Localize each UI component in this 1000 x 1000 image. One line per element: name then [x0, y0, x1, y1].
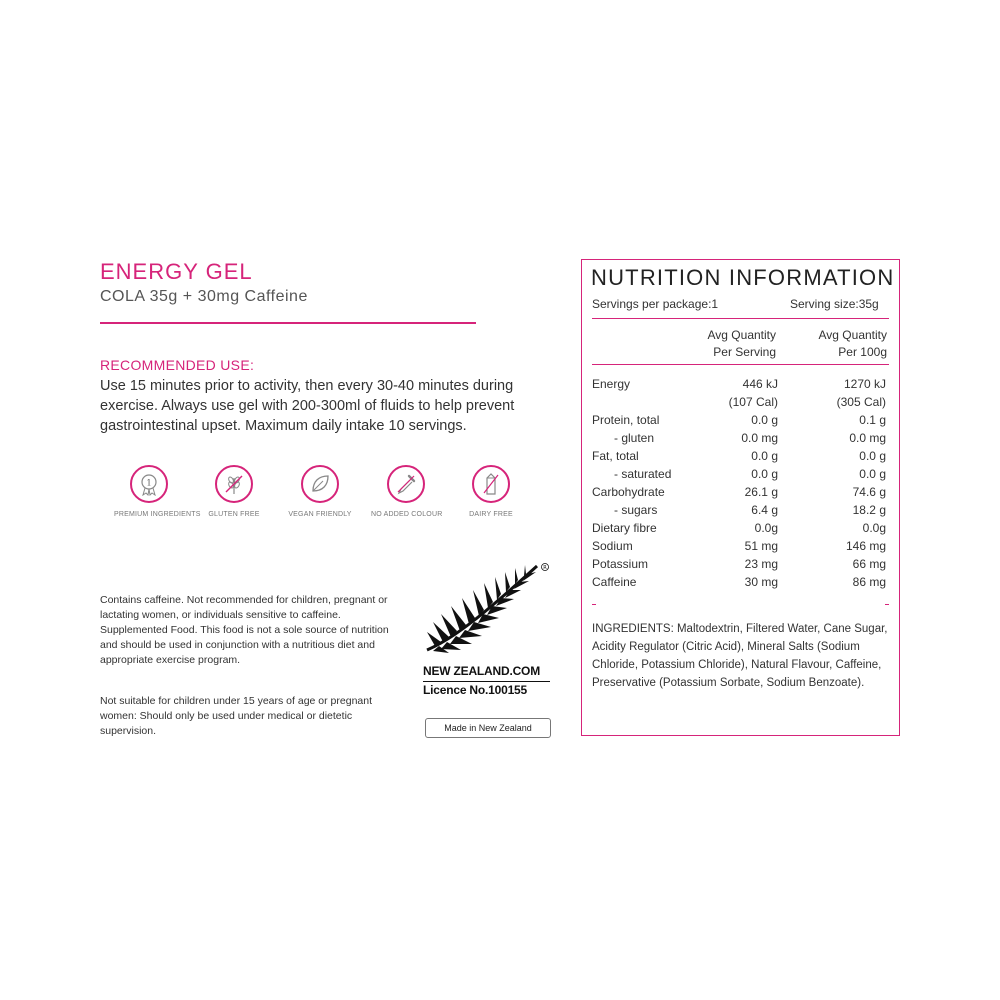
nz-url: NEW ZEALAND.COM [423, 664, 540, 678]
per-100g-value: 0.0 g [859, 467, 886, 481]
nutrient-row [592, 521, 888, 539]
nutrient-label: Potassium [592, 557, 649, 571]
nutrient-row [592, 377, 888, 395]
column-header-divider [592, 364, 889, 365]
badge-label: GLUTEN FREE [208, 511, 260, 518]
per-serving-value: 0.0 mg [741, 431, 778, 445]
medal-icon [130, 465, 168, 503]
nz-fern-logo [425, 558, 555, 663]
col-per-100g-header [790, 327, 887, 361]
caffeine-warning: Contains caffeine. Not recommended for children, pregnant or lactating women, or individuals sensitive to caffeine. Supplemented Food. This food is not a sole source of nutrition and should be used in conjunction with a nutritious diet and appropriate exercise program. [100, 594, 389, 666]
badge-vegan-friendly [285, 465, 355, 518]
made-in-badge: Made in New Zealand [425, 718, 551, 738]
svg-text:R: R [543, 565, 547, 571]
nutrient-row [592, 557, 888, 575]
per-serving-value: (107 Cal) [728, 395, 778, 409]
badge-no-added-colour [371, 465, 441, 518]
per-serving-value: 51 mg [744, 539, 778, 553]
nutrient-row [592, 467, 888, 485]
per-100g-value: 86 mg [852, 575, 886, 589]
badge-label: NO ADDED COLOUR [371, 511, 443, 518]
svg-text:1: 1 [146, 478, 152, 488]
nutrient-row [592, 539, 888, 557]
nutrient-label: Carbohydrate [592, 485, 665, 499]
servings-per-package: Servings per package:1 [592, 297, 719, 311]
serving-size: Serving size:35g [790, 297, 879, 311]
nutrient-label: Energy [592, 377, 631, 391]
table-end-mark [592, 604, 596, 605]
col-header-line: Avg Quantity [707, 328, 776, 342]
per-serving-value: 26.1 g [744, 485, 778, 499]
nutrient-row [592, 431, 888, 449]
header-divider [592, 318, 889, 319]
per-serving-value: 0.0 g [751, 449, 778, 463]
col-header-line: Per Serving [713, 345, 776, 359]
per-serving-value: 0.0g [754, 521, 778, 535]
dropper-icon [387, 465, 425, 503]
ingredients-text: INGREDIENTS: Maltodextrin, Filtered Water, Cane Sugar, Acidity Regulator (Citric Acid), Mineral Salts (Sodium Chloride, Potassium Chloride), Natural Flavour, Caffeine, Preservative (Potassium Sorbate, Sodium Benzoate). [592, 623, 888, 689]
per-serving-value: 446 kJ [742, 377, 778, 391]
col-per-serving-header [680, 327, 776, 361]
per-100g-value: 0.1 g [859, 413, 886, 427]
recommended-use-heading: RECOMMENDED USE: [100, 357, 255, 373]
licence-number: Licence No.100155 [423, 683, 527, 697]
nutrient-row [592, 575, 888, 593]
nz-divider [423, 681, 550, 682]
per-100g-value: 1270 kJ [843, 377, 886, 391]
nutrient-label: Sodium [592, 539, 633, 553]
per-serving-value: 30 mg [744, 575, 778, 589]
per-100g-value: 0.0g [862, 521, 886, 535]
per-100g-value: 66 mg [852, 557, 886, 571]
per-100g-value: 18.2 g [852, 503, 886, 517]
per-100g-value: (305 Cal) [836, 395, 886, 409]
col-header-line: Avg Quantity [818, 328, 887, 342]
leaf-icon [301, 465, 339, 503]
col-header-line: Per 100g [838, 345, 887, 359]
per-100g-value: 74.6 g [852, 485, 886, 499]
children-warning: Not suitable for children under 15 years of age or pregnant women: Should only be used under medical or dietetic supervision. [100, 695, 373, 737]
nutrient-label: - saturated [614, 467, 672, 481]
nutrient-label: Fat, total [592, 449, 639, 463]
nutrient-label: Dietary fibre [592, 521, 657, 535]
table-end-mark [885, 604, 889, 605]
nutrition-title: NUTRITION INFORMATION [591, 265, 895, 290]
per-serving-value: 23 mg [744, 557, 778, 571]
per-serving-value: 0.0 g [751, 467, 778, 481]
recommended-use-text: Use 15 minutes prior to activity, then every 30-40 minutes during exercise. Always use gel with 200-300ml of fluids to help prevent gastrointestinal upset. Maximum daily intake 10 servings. [100, 378, 515, 434]
nutrient-row [592, 503, 888, 521]
nutrient-label: Caffeine [592, 575, 637, 589]
per-100g-value: 0.0 g [859, 449, 886, 463]
per-100g-value: 0.0 mg [849, 431, 886, 445]
milk-carton-icon [472, 465, 510, 503]
badge-label: VEGAN FRIENDLY [288, 511, 352, 518]
badge-gluten-free [199, 465, 269, 518]
nutrient-label: Protein, total [592, 413, 660, 427]
badge-label: DAIRY FREE [469, 511, 513, 518]
product-subtitle: COLA 35g + 30mg Caffeine [100, 288, 308, 305]
per-100g-value: 146 mg [845, 539, 886, 553]
badge-dairy-free [456, 465, 526, 518]
nutrient-row [592, 449, 888, 467]
per-serving-value: 0.0 g [751, 413, 778, 427]
nutrient-label: - gluten [614, 431, 655, 445]
nutrient-row [592, 413, 888, 431]
title-divider [100, 322, 476, 324]
badge-premium-ingredients [114, 465, 201, 518]
badge-label: PREMIUM INGREDIENTS [114, 511, 201, 518]
wheat-icon [215, 465, 253, 503]
nutrient-label: - sugars [614, 503, 658, 517]
product-title: ENERGY GEL [100, 259, 253, 284]
nutrient-row [592, 395, 888, 413]
nutrient-row [592, 485, 888, 503]
per-serving-value: 6.4 g [751, 503, 778, 517]
